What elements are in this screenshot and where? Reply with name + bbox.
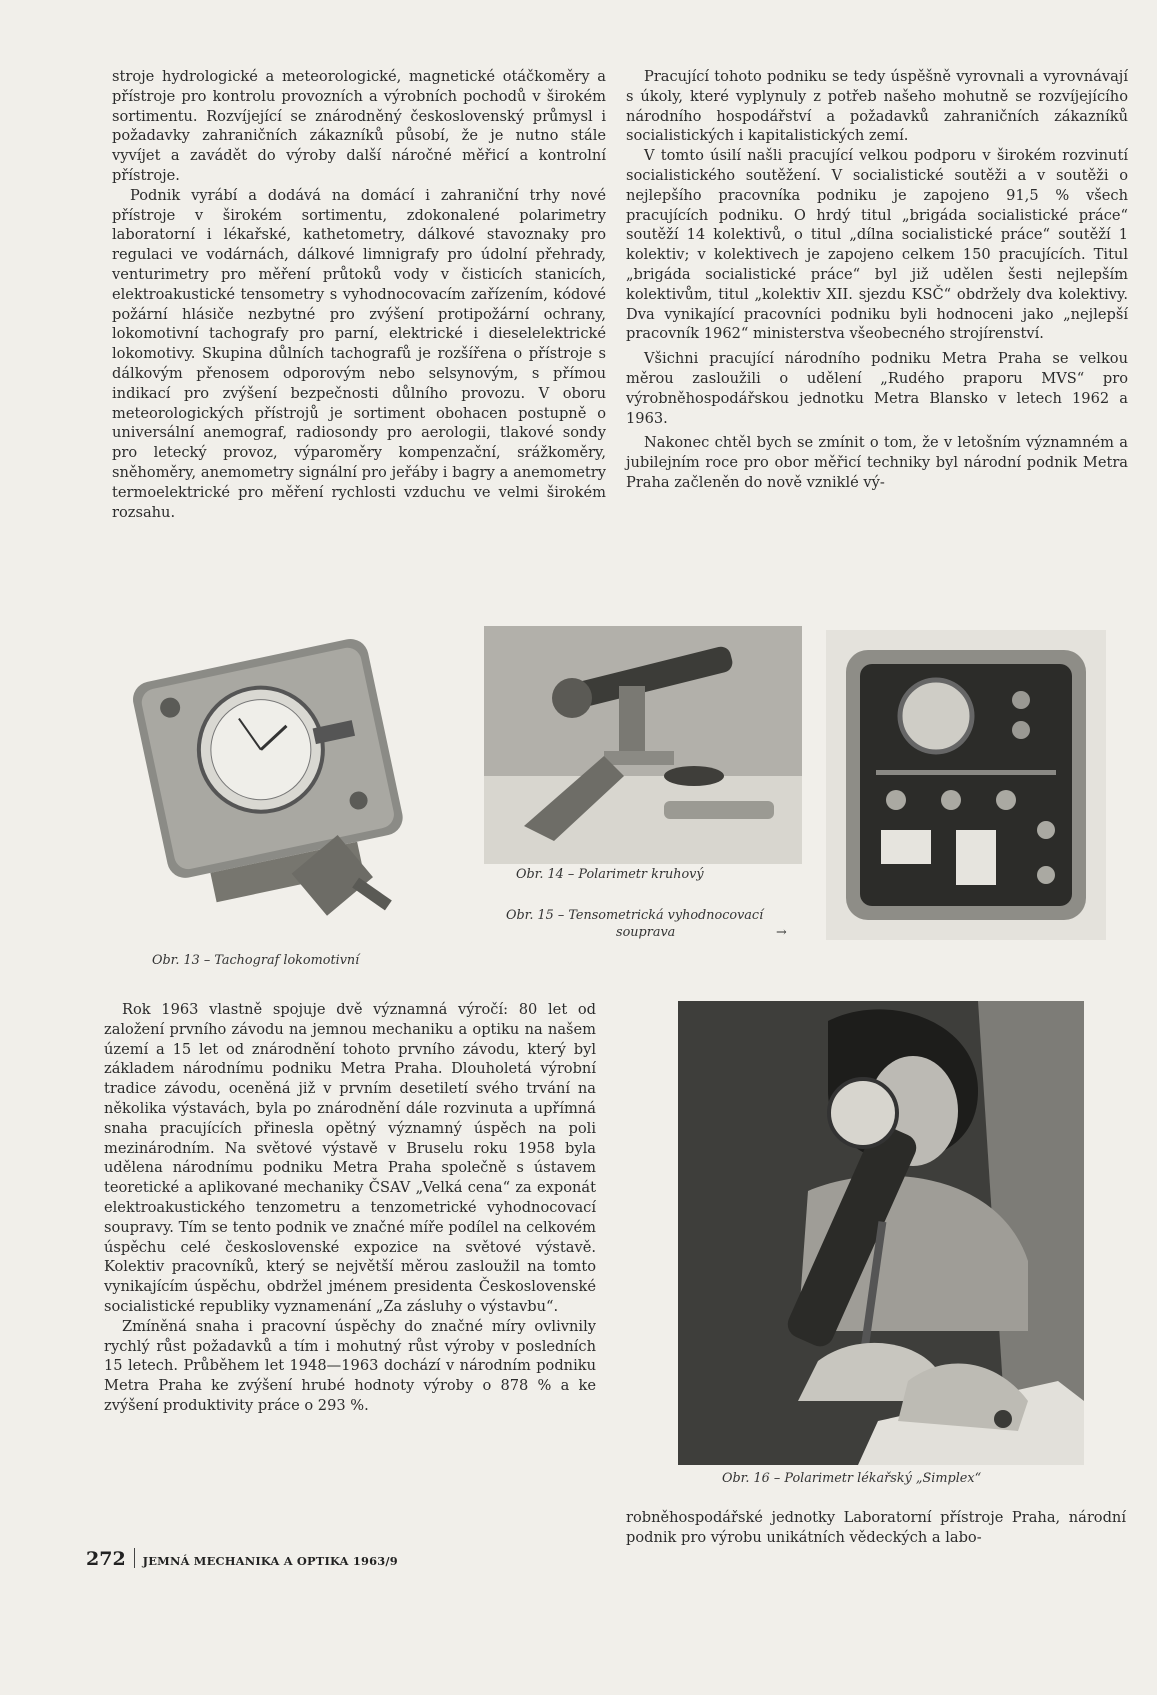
caption-fig15-arrow: → (776, 925, 787, 940)
bottom-left-column (104, 1000, 596, 1416)
paragraph: Nakonec chtěl bych se zmínit o tom, že v letošním významném a jubilejním roce pro obor měřicí techniky byl národní podnik Metra Praha začleněn do nově vzniklé vý- (626, 434, 1128, 491)
page-number: 272 (86, 1548, 126, 1570)
paragraph: strojе hydrologické a meteorologické, magnetické otáčkoměry a přístroje pro kontrolu provozních a výrobních pochodů v širokém sortimentu. Rozvíjející se znárodněný československý průmysl i požadavky zahraničních zákazníků působí, že je nutno stále vyvíjet a zavádět do výroby další náročné měřicí a kontrolní přístroje. (112, 68, 606, 184)
bottom-right-column (626, 1508, 1126, 1548)
footer-divider (134, 1548, 135, 1568)
page-footer (86, 1548, 398, 1570)
top-right-column (626, 67, 1128, 493)
paragraph: Podnik vyrábí a dodává na domácí i zahraniční trhy nové přístroje v širokém sortimentu, zdokonalené polarimetry laboratorní i lékařské, kathetometry, dálkové stavoznaky pro regulaci ve vodárnách, dálkové limnigrafy pro údolní přehrady, venturimetry pro měření průtoků vody v čisticích stanicích, elektroakustické tensometry s vyhodnocovacím zařízením, kódové požární hlásiče nezbytné pro zvýšení protipožární ochrany, lokomotivní tachografy pro parní, elektrické i dieselelektrické lokomotivy. Skupina důlních tachografů je rozšířena o přístroje s dálkovým přenosem odporovým nebo selsynovým, s přímou indikací pro zvýšení bezpečnosti důlního provozu. V oboru meteorologických přístrojů je sortiment obohacen postupně o universální anemograf, radiosondy pro aerologii, tlakové sondy pro letecký provoz, výparoměry kompenzační, srážkoměry, sněhoměry, anemometry signální pro jeřáby i bagry a anemometry termoelektrické pro měření rychlosti vzduchu ve velmi širokém rozsahu. (112, 186, 606, 521)
caption-fig13: Obr. 13 – Tachograf lokomotivní (152, 953, 360, 968)
caption-fig14: Obr. 14 – Polarimetr kruhový (516, 867, 704, 882)
top-left-column (112, 67, 606, 522)
photo-circular-polarimeter (484, 626, 802, 864)
paragraph: V tomto úsilí našli pracující velkou podporu v širokém rozvinutí socialistického soutěžení. V socialistické soutěži a v soutěži o nejlepšího pracovníka podniku je zapojeno 91,5 % všech pracujících podniku. O hrdý titul „brigáda socialistické práce“ soutěží 14 kolektivů, o titul „dílna socialistické práce“ soutěží 1 kolektiv; v kolektivech je zapojeno celkem 150 pracujících. Titul „brigáda socialistické práce“ byl již udělen šesti nejlepším kolektivům, titul „kolektiv XII. sjezdu KSČ“ obdržely dva kolektivy. Dva vynikající pracovníci podniku byli hodnoceni jako „nejlepší pracovník 1962“ ministerstva všeobecného strojírenství. (626, 147, 1128, 343)
paragraph: robněhospodářské jednotky Laboratorní přístroje Praha, národní podnik pro výrobu unikátních vědeckých a labo- (626, 1509, 1126, 1546)
journal-title: JEMNÁ MECHANIKA A OPTIKA 1963/9 (142, 1554, 398, 1568)
paragraph: Všichni pracující národního podniku Metra Praha se velkou měrou zasloužili o udělení „Rudého praporu MVS“ pro výrobněhospodářskou jednotku Metra Blansko v letech 1962 a 1963. (626, 350, 1128, 427)
caption-fig15-line2: souprava (616, 925, 676, 940)
caption-fig16: Obr. 16 – Polarimetr lékařský „Simplex“ (722, 1471, 982, 1486)
paragraph: Pracující tohoto podniku se tedy úspěšně vyrovnali a vyrovnávají s úkoly, které vyplynuly z potřeb našeho mohutně se rozvíjejícího národního hospodářství a požadavků zahraničních zákazníků socialistických i kapitalistických zemí. (626, 68, 1128, 145)
paragraph: Zmíněná snaha i pracovní úspěchy do značné míry ovlivnily rychlý růst požadavků a tím i mohutný růst výroby v posledních 15 letech. Průběhem let 1948—1963 dochází v národním podniku Metra Praha ke zvýšení hrubé hodnoty výroby o 878 % a ke zvýšení produktivity práce o 293 %. (104, 1317, 596, 1414)
photo-tensometric-set (826, 630, 1106, 940)
paragraph: Rok 1963 vlastně spojuje dvě významná výročí: 80 let od založení prvního závodu na jemnou mechaniku a optiku na našem území a 15 let od znárodnění tohoto prvního závodu, který byl základem národnímu podniku Metra Praha. Dlouholetá výrobní tradice závodu, oceněná již v prvním desetiletí svého trvání na několika výstavách, byla po znárodnění dále rozvinuta a upřímná snaha pracujících přinesla opětný významný úspěch na poli mezinárodním. Na světové výstavě v Bruselu roku 1958 byla udělena národnímu podniku Metra Praha společně s ústavem teoretické a aplikované mechaniky ČSAV „Velká cena“ za exponát elektroakustického tenzometru a tenzometrické vyhodnocovací soupravy. Tím se tento podnik ve značné míře podílel na celkovém úspěchu celé československé expozice na světové výstavě. Kolektiv pracovníků, který se největší měrou zasloužil na tomto vynikajícím úspěchu, obdržel jménem presidenta Československé socialistické republiky vyznamenání „Za zásluhy o výstavbu“. (104, 1001, 596, 1315)
photo-medical-polarimeter (678, 1001, 1084, 1465)
photo-tachograph (112, 618, 442, 938)
caption-fig15-line1: Obr. 15 – Tensometrická vyhodnocovací (506, 908, 764, 923)
